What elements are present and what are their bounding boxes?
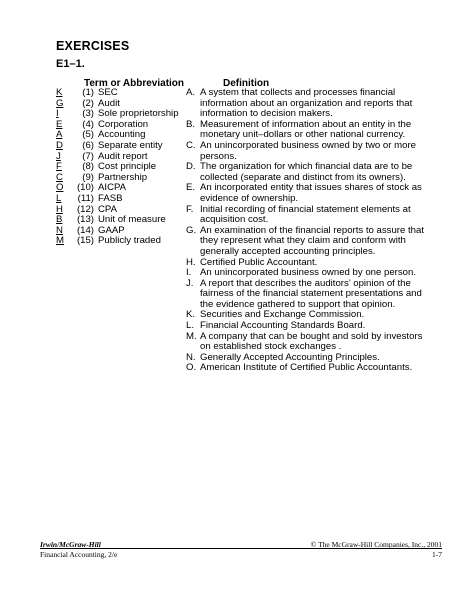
term-number: (5): [82, 129, 94, 141]
definition-line: An unincorporated business owned by one person.: [200, 267, 417, 279]
page-title: EXERCISES: [56, 39, 130, 53]
definition-row: [186, 120, 426, 141]
definition-line: they represent what they claim and conform with: [200, 235, 406, 247]
term-text: Corporation: [98, 118, 149, 130]
exercise-number: E1–1.: [56, 58, 85, 70]
term-answer: L: [56, 192, 62, 204]
definition-row: [186, 162, 426, 183]
term-text: Separate entity: [98, 139, 163, 151]
definition-line: Certified Public Accountant.: [200, 256, 318, 268]
term-answer: E: [56, 118, 63, 130]
term-text: Publicly traded: [98, 235, 161, 247]
definition-line: Measurement of information about an entity in the: [200, 118, 412, 130]
definition-column-header: Definition: [223, 78, 270, 89]
definition-text: [200, 88, 426, 120]
term-answer: D: [56, 139, 63, 151]
definition-line: persons.: [200, 150, 237, 162]
term-number: (7): [82, 150, 94, 162]
definition-row: [186, 332, 426, 353]
term-answer: M: [56, 235, 64, 247]
footer-copyright: © The McGraw-Hill Companies, Inc., 2001: [310, 540, 442, 549]
definition-line: A company that can be bought and sold by investors: [200, 330, 423, 342]
definition-letter: O.: [186, 362, 197, 374]
definition-line: An incorporated entity that issues shares of stock as: [200, 182, 422, 194]
term-number: (14): [76, 224, 94, 236]
definition-line: Generally Accepted Accounting Principles.: [200, 351, 380, 363]
term-number: (10): [76, 182, 94, 194]
definition-row: [186, 88, 426, 120]
term-answer: N: [56, 224, 63, 236]
footer-divider: [40, 548, 442, 549]
definition-line: collected (separate and distinct from its owners).: [200, 171, 406, 183]
definition-line: Initial recording of financial statement elements at: [200, 203, 411, 215]
definition-row: [186, 363, 426, 374]
definition-line: An unincorporated business owned by two or more: [200, 139, 416, 151]
definition-letter: A.: [186, 87, 196, 98]
definition-line: information about an organization and reports that: [200, 97, 413, 109]
definition-row: [186, 141, 426, 162]
term-text: Unit of measure: [98, 214, 166, 226]
definition-text: [200, 226, 426, 258]
term-answer: F: [56, 161, 62, 173]
term-number: (1): [82, 87, 94, 98]
term-number: (3): [82, 108, 94, 120]
definitions-list: [186, 88, 426, 374]
term-answer: A: [56, 129, 63, 141]
definition-line: An examination of the financial reports to assure that: [200, 224, 424, 236]
term-text: Audit: [98, 97, 120, 109]
definition-line: American Institute of Certified Public Accountants.: [200, 362, 413, 374]
term-text: FASB: [98, 192, 123, 204]
definition-line: the evidence gathered to support that opinion.: [200, 298, 396, 310]
term-number: (9): [82, 171, 94, 183]
term-answer: B: [56, 214, 63, 226]
term-text: CPA: [98, 203, 118, 215]
definition-letter: I.: [186, 267, 192, 279]
definition-row: [186, 279, 426, 311]
definition-letter: N.: [186, 351, 196, 363]
term-answer: J: [56, 150, 61, 162]
term-number: (13): [76, 214, 94, 226]
definition-line: The organization for which financial data are to be: [200, 161, 413, 173]
definition-text: [200, 120, 426, 141]
term-row: [56, 141, 179, 152]
term-number: (11): [77, 192, 94, 204]
definition-letter: K.: [186, 309, 196, 321]
term-row: [56, 88, 179, 99]
term-row: [56, 194, 179, 205]
definition-letter: F.: [186, 203, 194, 215]
definition-text: [200, 205, 426, 226]
term-row: [56, 236, 179, 247]
definition-letter: C.: [186, 139, 196, 151]
term-answer: C: [56, 171, 63, 183]
footer-book-title: Financial Accounting, 2/e: [40, 550, 118, 559]
definition-letter: J.: [186, 277, 194, 289]
term-text: Partnership: [98, 171, 148, 183]
term-number: (6): [82, 139, 94, 151]
term-answer: O: [56, 182, 64, 194]
definition-text: [200, 279, 426, 311]
term-column-header: Term or Abbreviation: [84, 78, 185, 89]
definition-letter: H.: [186, 256, 196, 268]
term-text: GAAP: [98, 224, 125, 236]
definition-letter: E.: [186, 182, 196, 194]
term-number: (2): [82, 97, 94, 109]
definition-row: [186, 226, 426, 258]
term-answer: I: [56, 108, 59, 120]
definition-text: [200, 162, 426, 183]
definition-line: A report that describes the auditors’ opinion of the: [200, 277, 411, 289]
definition-line: evidence of ownership.: [200, 192, 299, 204]
definition-text: [200, 363, 426, 374]
definition-line: information to decision makers.: [200, 108, 333, 120]
definition-line: on established stock exchanges .: [200, 341, 342, 353]
term-number: (15): [76, 235, 94, 247]
definition-line: monetary unit–dollars or other national currency.: [200, 129, 406, 141]
term-answer: H: [56, 203, 63, 215]
term-number: (4): [82, 118, 94, 130]
term-text: Audit report: [98, 150, 148, 162]
term-answer: G: [56, 97, 64, 109]
definition-letter: G.: [186, 224, 197, 236]
definition-row: [186, 183, 426, 204]
definition-line: Financial Accounting Standards Board.: [200, 320, 366, 332]
definition-text: [200, 141, 426, 162]
definition-line: fairness of the financial statement presentations and: [200, 288, 422, 300]
definition-line: acquisition cost.: [200, 214, 269, 226]
definition-letter: D.: [186, 161, 196, 173]
definition-letter: M.: [186, 330, 197, 342]
term-text: SEC: [98, 87, 118, 98]
term-text: AICPA: [98, 182, 127, 194]
definition-row: [186, 205, 426, 226]
definition-line: Securities and Exchange Commission.: [200, 309, 365, 321]
term-answer: K: [56, 87, 63, 98]
term-number: (8): [82, 161, 94, 173]
term-text: Cost principle: [98, 161, 157, 173]
definition-text: [200, 183, 426, 204]
definition-letter: B.: [186, 118, 196, 130]
term-text: Accounting: [98, 129, 146, 141]
definition-line: A system that collects and processes financial: [200, 87, 396, 98]
term-number: (12): [76, 203, 94, 215]
terms-list: [56, 88, 179, 247]
definition-text: [200, 332, 426, 353]
term-text: Sole proprietorship: [98, 108, 179, 120]
footer-page-number: 1-7: [432, 550, 442, 559]
definition-letter: L.: [186, 320, 195, 332]
definition-line: generally accepted accounting principles.: [200, 245, 376, 257]
footer-publisher: Irwin/McGraw-Hill: [40, 540, 101, 549]
